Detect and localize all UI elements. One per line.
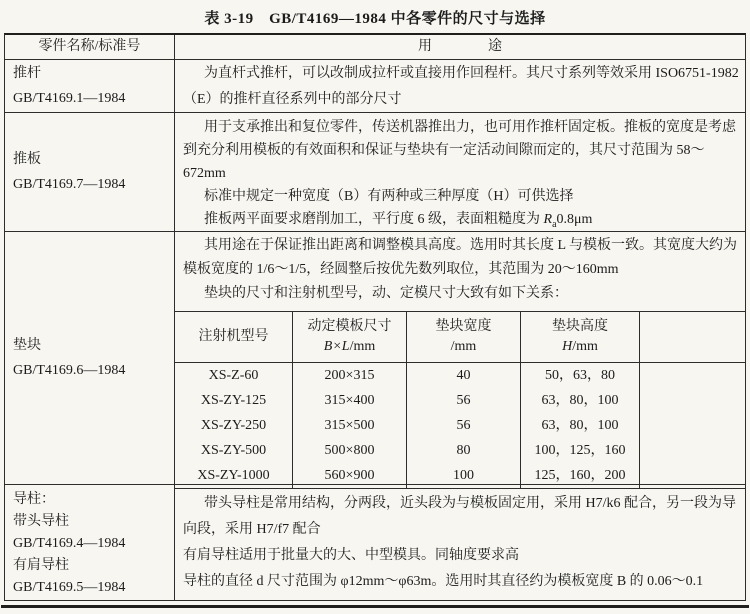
col-header-empty bbox=[639, 312, 745, 362]
mold-size: 560×900 bbox=[292, 463, 406, 488]
empty-cell bbox=[639, 438, 745, 463]
table-header-row bbox=[5, 35, 745, 60]
empty-cell bbox=[639, 388, 745, 413]
spacer-width: 80 bbox=[406, 438, 520, 463]
roughness-symbol: R bbox=[543, 212, 553, 227]
mold-size: 315×500 bbox=[292, 413, 406, 438]
machine-model: XS-ZY-500 bbox=[200, 443, 267, 458]
table-row-daozhu bbox=[5, 485, 745, 601]
usage-line: 标准中规定一种宽度（B）有两种或三种厚度（H）可供选择 bbox=[204, 189, 574, 204]
part-name-cell bbox=[5, 485, 175, 600]
table-row bbox=[175, 388, 745, 413]
table-row-tuigan bbox=[5, 60, 745, 113]
part-name: 推杆 bbox=[13, 66, 41, 81]
part-name: 推板 bbox=[13, 152, 41, 167]
part-name-cell bbox=[5, 232, 175, 484]
mold-size: 200×315 bbox=[292, 363, 406, 388]
usage-line: 到充分利用模板的有效面积和保证与垫块有一定活动间隙而定的，其尺寸范围为 58～ bbox=[183, 143, 705, 158]
spacer-table-body bbox=[175, 363, 745, 488]
table-row-tuiban bbox=[5, 113, 745, 232]
usage-cell bbox=[175, 113, 745, 231]
table-row bbox=[175, 363, 745, 388]
usage-line: 导柱的直径 d 尺寸范围为 φ12mm～φ63m。选用时其直径约为模板宽度 B 的 0.06～0.1 bbox=[183, 574, 704, 589]
header-name-col: 零件名称/标准号 bbox=[5, 35, 175, 59]
part-name-cell bbox=[5, 113, 175, 231]
part-name: 导柱： bbox=[13, 492, 55, 507]
roughness-text: 推板两平面要求磨削加工，平行度 6 级，表面粗糙度为 bbox=[204, 212, 544, 227]
machine-model: XS-ZY-125 bbox=[200, 393, 267, 408]
usage-cell bbox=[175, 232, 745, 484]
standard-number: GB/T4169.1—1984 bbox=[13, 91, 126, 106]
table-bottom-rule bbox=[1, 605, 749, 608]
col-header-spacer-width: 垫块宽度 /mm bbox=[406, 312, 520, 362]
table-row bbox=[175, 413, 745, 438]
spacer-height: 50，63，80 bbox=[520, 363, 639, 388]
usage-text-block bbox=[175, 232, 745, 306]
machine-model: XS-ZY-250 bbox=[200, 418, 267, 433]
empty-cell bbox=[639, 413, 745, 438]
spacer-size-table bbox=[175, 311, 745, 489]
col-header-mold-size: 动定模板尺寸 B×L/mm bbox=[292, 312, 406, 362]
usage-line: 有肩导柱适用于批量大的大、中型模具。同轴度要求高 bbox=[183, 548, 519, 563]
standard-number: GB/T4169.7—1984 bbox=[13, 177, 126, 192]
mold-size-symbol: B×L bbox=[323, 339, 350, 354]
spacer-height: 63，80，100 bbox=[520, 388, 639, 413]
usage-line: 向段，采用 H7/f7 配合 bbox=[183, 522, 321, 537]
roughness-subscript: a bbox=[552, 218, 557, 230]
part-name-cell bbox=[5, 60, 175, 112]
standard-number: GB/T4169.4—1984 bbox=[13, 536, 126, 551]
empty-cell bbox=[639, 363, 745, 388]
mold-size-unit: /mm bbox=[349, 339, 376, 354]
spacer-height: 100，125，160 bbox=[520, 438, 639, 463]
table-row-diankuai bbox=[5, 232, 745, 485]
part-subname: 带头导柱 bbox=[13, 514, 69, 529]
usage-line: 垫块的尺寸和注射机型号，动、定模尺寸大致有如下关系： bbox=[204, 286, 568, 301]
mold-size: 315×400 bbox=[292, 388, 406, 413]
parts-table bbox=[4, 33, 746, 601]
spacer-height-unit: /mm bbox=[572, 339, 598, 354]
part-subname: 有肩导柱 bbox=[13, 558, 69, 573]
spacer-height: 63，80，100 bbox=[520, 413, 639, 438]
usage-line: （E）的推杆直径系列中的部分尺寸 bbox=[183, 92, 402, 107]
spacer-width: 100 bbox=[406, 463, 520, 488]
standard-number: GB/T4169.6—1984 bbox=[13, 363, 126, 378]
roughness-value: 0.8μm bbox=[556, 212, 593, 227]
table-row bbox=[175, 438, 745, 463]
usage-line: 其用途在于保证推出距离和调整模具高度。选用时其长度 L 与模板一致。其宽度大约为 bbox=[204, 238, 738, 253]
spacer-height-symbol: H bbox=[562, 339, 573, 354]
usage-line: 用于支承推出和复位零件，传送机器推出力，也可用作推杆固定板。推板的宽度是考虑 bbox=[204, 120, 736, 135]
usage-line: 带头导柱是常用结构，分两段，近头段为与模板固定用，采用 H7/k6 配合，另一段为导 bbox=[204, 496, 736, 511]
part-name: 垫块 bbox=[13, 338, 41, 353]
usage-line: 模板宽度的 1/6～1/5，经圆整后按优先数列取位，其范围为 20～160mm bbox=[183, 262, 619, 277]
machine-model: XS-ZY-1000 bbox=[197, 468, 270, 483]
spacer-width: 56 bbox=[406, 413, 520, 438]
spacer-width: 56 bbox=[406, 388, 520, 413]
spacer-width: 40 bbox=[406, 363, 520, 388]
spacer-height: 125，160，200 bbox=[520, 463, 639, 488]
standard-number: GB/T4169.5—1984 bbox=[13, 580, 126, 595]
machine-model: XS-Z-60 bbox=[208, 368, 259, 383]
usage-cell bbox=[175, 485, 745, 600]
page-title: 表 3-19 GB/T4169—1984 中各零件的尺寸与选择 bbox=[204, 11, 546, 27]
mold-size: 500×800 bbox=[292, 438, 406, 463]
col-header-spacer-height: 垫块高度 H/mm bbox=[520, 312, 639, 362]
usage-cell bbox=[175, 60, 745, 112]
spacer-table-header bbox=[175, 312, 745, 363]
header-usage-col: 用 途 bbox=[418, 39, 502, 54]
col-header-machine-model: 注射机型号 bbox=[198, 329, 269, 344]
usage-line: 672mm bbox=[183, 166, 226, 181]
usage-line: 为直杆式推杆，可以改制成拉杆或直接用作回程杆。其尺寸系列等效采用 ISO6751-1982 bbox=[204, 66, 739, 81]
